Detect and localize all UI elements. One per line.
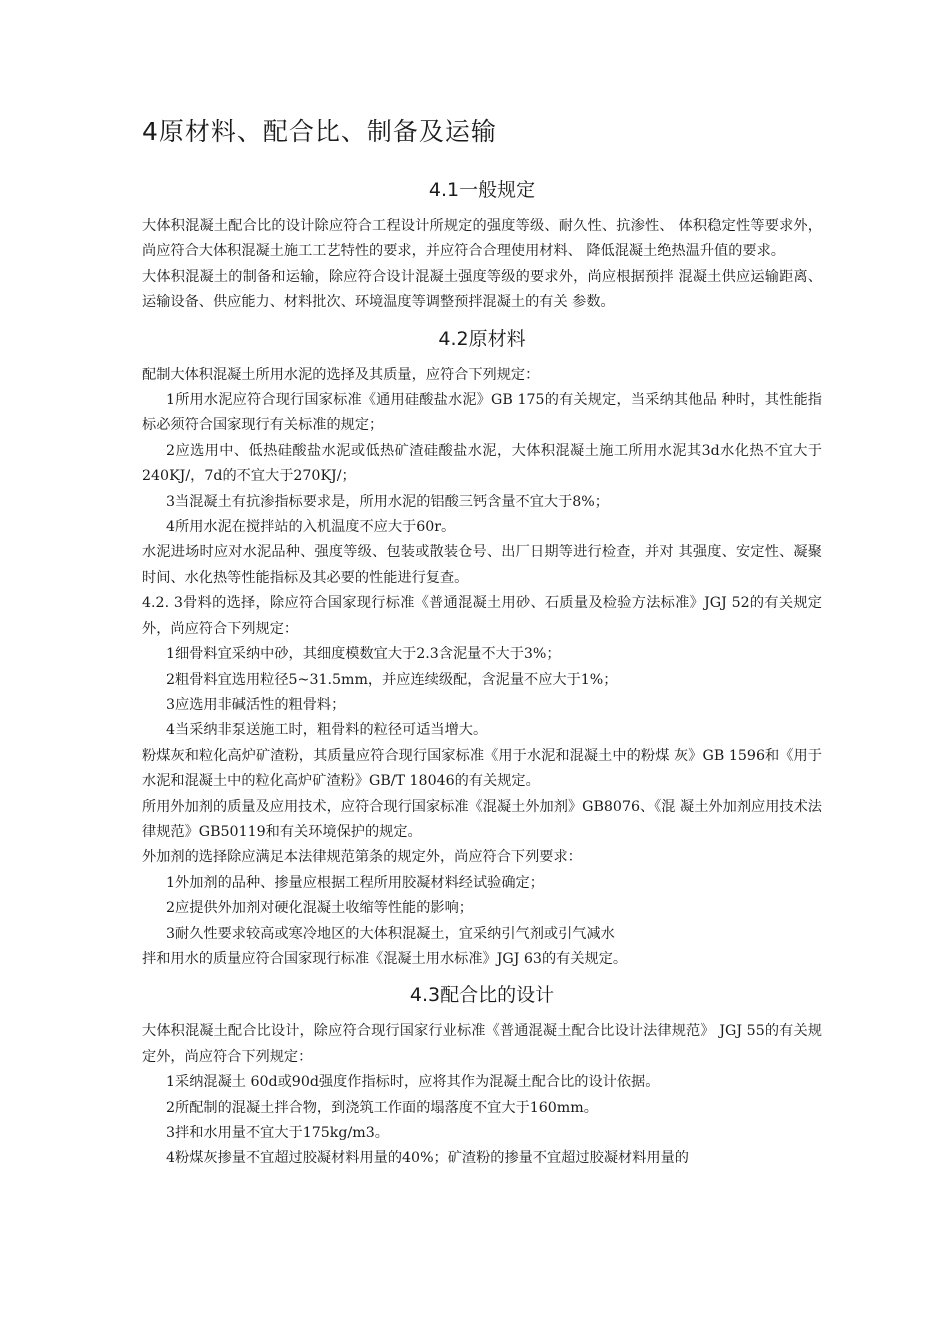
paragraph: 大体积混凝土配合比设计，除应符合现行国家行业标准《普通混凝土配合比设计法律规范》 JGJ 55的有关规定外，尚应符合下列规定：	[142, 1023, 822, 1065]
section-heading: 4.1一般规定	[428, 179, 536, 201]
list-item: 2应选用中、低热硅酸盐水泥或低热矿渣硅酸盐水泥，大体积混凝土施工所用水泥其3d水化热不宜大于240KJ/，7d的不宜大于270KJ/；	[142, 442, 822, 485]
paragraph: 水泥进场时应对水泥品种、强度等级、包装或散装仓号、出厂日期等进行检查，并对 其强度、安定性、凝聚时间、水化热等性能指标及其必要的性能进行复查。	[142, 544, 822, 586]
paragraph: 配制大体积混凝土所用水泥的选择及其质量，应符合下列规定：	[142, 366, 540, 383]
list-item: 2所配制的混凝土拌合物，到浇筑工作面的塌落度不宜大于160mm。	[166, 1099, 598, 1116]
list-item: 1所用水泥应符合现行国家标准《通用硅酸盐水泥》GB 175的有关规定，当采纳其他品 种时，其性能指标必须符合国家现行有关标准的规定；	[142, 392, 822, 434]
section	[142, 324, 822, 973]
list-item: 3拌和水用量不宜大于175kg/m3。	[166, 1125, 389, 1141]
chapter-title: 4原材料、配合比、制备及运输	[142, 117, 497, 146]
list-item: 2粗骨料宜选用粒径5~31.5mm，并应连续级配，含泥量不应大于1%；	[166, 671, 618, 688]
list-item: 1细骨料宜采纳中砂，其细度模数宜大于2.3含泥量不大于3%；	[166, 646, 561, 663]
paragraph: 粉煤灰和粒化高炉矿渣粉，其质量应符合现行国家标准《用于水泥和混凝土中的粉煤 灰》GB 1596和《用于水泥和混凝土中的粒化高炉矿渣粉》GB/T 18046的有关规定。	[142, 747, 822, 790]
paragraph: 大体积混凝土的制备和运输，除应符合设计混凝土强度等级的要求外，尚应根据预拌 混凝土供应运输距离、运输设备、供应能力、材料批次、环境温度等调整预拌混凝土的有关 参数。	[142, 268, 822, 311]
paragraph: 拌和用水的质量应符合国家现行标准《混凝土用水标准》JGJ 63的有关规定。	[142, 950, 628, 967]
section-heading: 4.3配合比的设计	[409, 984, 555, 1007]
list-item: 1外加剂的品种、掺量应根据工程所用胶凝材料经试验确定；	[166, 874, 544, 891]
paragraph: 大体积混凝土配合比的设计除应符合工程设计所规定的强度等级、耐久性、抗渗性、 体积稳定性等要求外，尚应符合大体积混凝土施工工艺特性的要求，并应符合合理使用材料、 降低混凝土绝热温升值的要求。	[142, 218, 822, 260]
section	[142, 980, 822, 1171]
section-heading: 4.2原材料	[438, 327, 526, 350]
paragraph: 外加剂的选择除应满足本法律规范第条的规定外，尚应符合下列要求：	[142, 849, 582, 866]
paragraph: 4.2. 3骨料的选择，除应符合国家现行标准《普通混凝土用砂、石质量及检验方法标准》JGJ 52的有关规定外，尚应符合下列规定：	[142, 595, 822, 637]
list-item: 1采纳混凝土 60d或90d强度作指标时，应将其作为混凝土配合比的设计依据。	[166, 1074, 660, 1091]
list-item: 2应提供外加剂对硬化混凝土收缩等性能的影响；	[166, 900, 473, 917]
sections-container	[142, 175, 822, 1172]
list-item: 4当采纳非泵送施工时，粗骨料的粒径可适当增大。	[166, 722, 488, 739]
list-item: 4粉煤灰掺量不宜超过胶凝材料用量的40%；矿渣粉的掺量不宜超过胶凝材料用量的	[166, 1150, 689, 1167]
document-page	[142, 112, 822, 1180]
list-item: 3当混凝土有抗渗指标要求是，所用水泥的铝酸三钙含量不宜大于8%；	[166, 493, 609, 510]
list-item: 3应选用非碱活性的粗骨料；	[166, 696, 346, 713]
list-item: 4所用水泥在搅拌站的入机温度不应大于60r。	[166, 519, 456, 536]
paragraph: 所用外加剂的质量及应用技术，应符合现行国家标准《混凝土外加剂》GB8076、《混 凝土外加剂应用技术法律规范》GB50119和有关环境保护的规定。	[142, 798, 822, 840]
section	[142, 175, 822, 316]
list-item: 3耐久性要求较高或寒冷地区的大体积混凝土，宜采纳引气剂或引气减水	[166, 925, 615, 942]
